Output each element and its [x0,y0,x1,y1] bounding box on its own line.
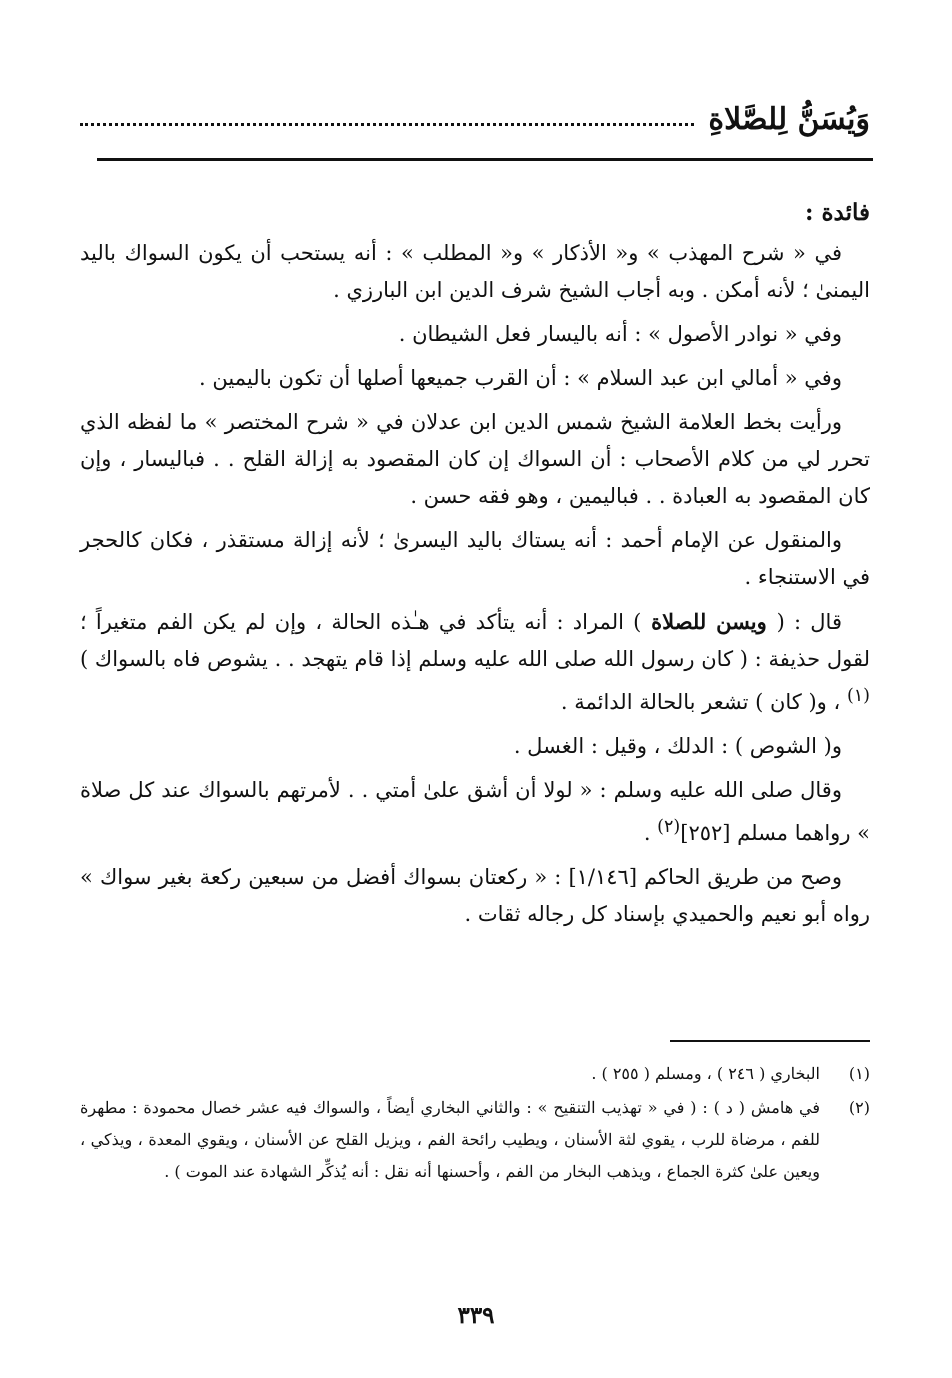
running-title: وَيُسَنُّ لِلصَّلاةِ [708,102,870,137]
footnote-1 [80,1058,870,1090]
qala-text: ) المراد : أنه يتأكد في هـٰذه الحالة ، وإن لم يكن الفم متغيراً ؛ لقول حذيفة : ( كان رسول الله صلى الله عليه وسلم إذا قام يتهجد . . يشوص فاه بالسواك ) [80,610,870,671]
paragraph-qala [80,603,870,721]
footnotes [80,1058,870,1190]
paragraph-shaws: و( الشوص ) : الدلك ، وقيل : الغسل . [513,734,842,758]
paragraph-hakim: وصح من طريق الحاكم [١/١٤٦] : « ركعتان بسواك أفضل من سبعين ركعة بغير سواك » رواه أبو نعيم والحميدي بإسناد كل رجاله ثقات . [80,865,870,926]
paragraph-2: وفي « نوادر الأصول » : أنه باليسار فعل الشيطان . [398,322,842,346]
matn-quote: ويسن للصلاة [641,609,777,634]
main-text [80,194,870,940]
footnote-text: في هامش ( د ) : ( في « تهذيب التنقيح » : والثاني البخاري أيضاً ، والسواك فيه عشر خصال محمودة : مطهرة للفم ، مرضاة للرب ، يقوي لثة الأسنان ، ويطيب رائحة الفم ، ويزيل القلح عن الأسنان ، ويقوي المعدة ، ويذكي ، ويعين علىٰ كثرة الجماع ، ويذهب البخار من الفم ، وأحسنها أنه نقل : أنه يُذكِّر الشهادة عند الموت ) . [80,1098,820,1181]
section-title: فائدة : [804,199,870,226]
footnote-number: (٢) [848,1098,870,1117]
paragraph-4: ورأيت بخط العلامة الشيخ شمس الدين ابن عدلان في « شرح المختصر » ما لفظه الذي تحرر لي من كلام الأصحاب : أن السواك إن كان المقصود به إزالة القلح . . فباليسار ، وإن كان المقصود به العبادة . . فباليمين ، وهو فقه حسن . [80,410,870,508]
qala-suffix: ، و( كان ) تشعر بالحالة الدائمة . [560,690,847,714]
paragraph-1: في « شرح المهذب » و« الأذكار » و« المطلب » : أنه يستحب أن يكون السواك باليد اليمنىٰ ؛ لأنه أمكن . وبه أجاب الشيخ شرف الدين ابن البارزي . [80,241,870,302]
footnote-ref-1[interactable]: (١) [846,686,870,706]
footnote-number: (١) [848,1064,870,1083]
header-rule [97,158,873,161]
footnote-ref-2[interactable]: (٢) [657,817,681,837]
running-header [80,96,870,140]
paragraph-5: والمنقول عن الإمام أحمد : أنه يستاك باليد اليسرىٰ ؛ لأنه إزالة مستقذر ، فكان كالحجر في الاستنجاء . [80,528,870,589]
footnote-2 [80,1092,870,1188]
paragraph-hadith [80,772,870,852]
header-dot-leader [80,123,694,126]
footnote-rule [670,1040,870,1042]
paragraph-3: وفي « أمالي ابن عبد السلام » : أن القرب جميعها أصلها أن تكون باليمين . [199,366,842,390]
page-number: ٣٣٩ [457,1302,495,1329]
qala-prefix: قال : ( [776,610,842,634]
hadith-suffix: . [643,821,658,845]
hadith-text: وقال صلى الله عليه وسلم : « لولا أن أشق علىٰ أمتي . . لأمرتهم بالسواك عند كل صلاة » رواهما مسلم [٢٥٢] [80,778,870,845]
footnote-text: البخاري ( ٢٤٦ ) ، ومسلم ( ٢٥٥ ) . [591,1064,820,1083]
